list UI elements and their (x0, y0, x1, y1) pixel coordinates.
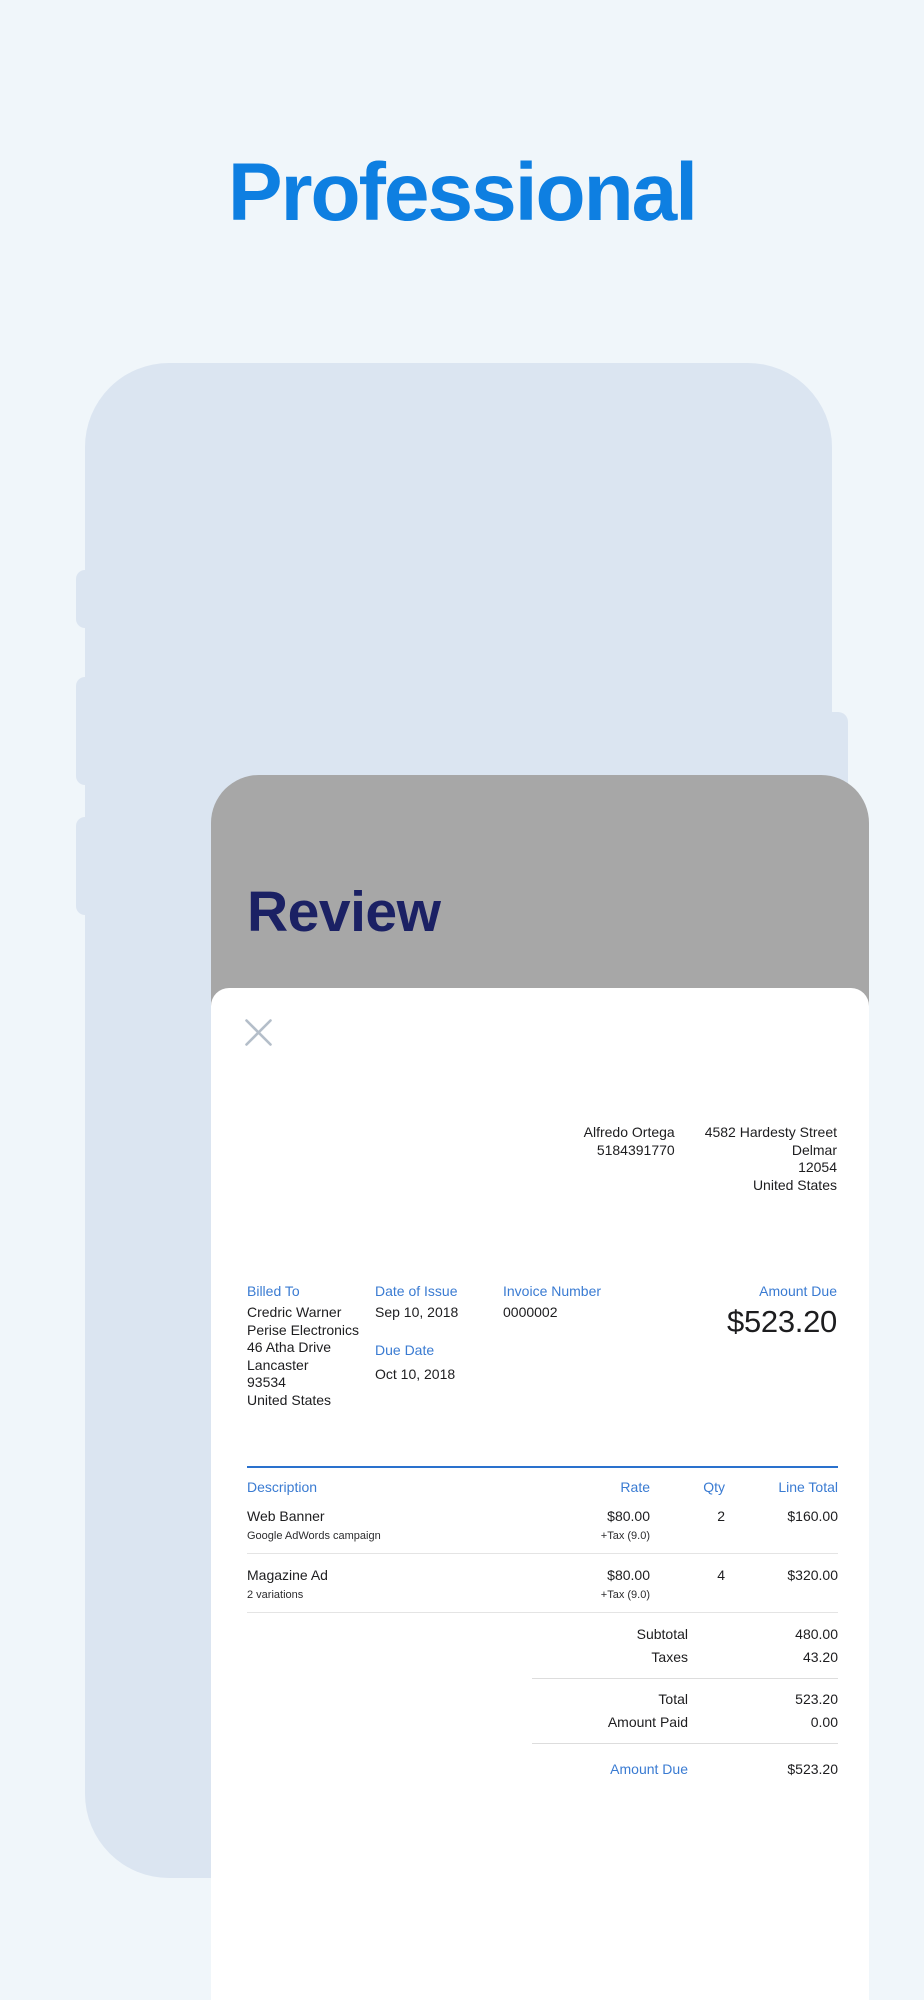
total-label: Total (658, 1691, 688, 1707)
totals-group-total (532, 1679, 838, 1744)
billed-to-line: 93534 (247, 1374, 286, 1390)
sender-address-line: 12054 (798, 1159, 837, 1175)
item-rate-cell (530, 1507, 650, 1543)
total-value: 523.20 (795, 1691, 838, 1707)
subtotal-row (532, 1623, 838, 1646)
sender-address-line: 4582 Hardesty Street (704, 1124, 837, 1140)
item-description: Web Banner (247, 1508, 325, 1524)
due-date-label: Due Date (375, 1341, 435, 1358)
sender-name: Alfredo Ortega (583, 1124, 675, 1140)
date-of-issue-value: Sep 10, 2018 (375, 1304, 459, 1320)
totals-section (532, 1623, 838, 1779)
subtotal-value: 480.00 (795, 1626, 838, 1642)
invoice-number-value: 0000002 (503, 1304, 558, 1320)
item-rate: $80.00 (607, 1567, 650, 1583)
table-header-qty: Qty (703, 1479, 725, 1495)
amount-due-value: $523.20 (727, 1304, 837, 1339)
review-screen-title: Review (247, 880, 441, 944)
sender-address-line: Delmar (791, 1141, 837, 1158)
invoice-table (247, 1466, 838, 1779)
amount-paid-label: Amount Paid (607, 1714, 688, 1730)
item-rate: $80.00 (607, 1508, 650, 1524)
amount-due-label: Amount Due (759, 1283, 837, 1299)
sender-address (705, 1124, 837, 1194)
invoice-number-label: Invoice Number (503, 1283, 602, 1299)
table-row (247, 1554, 838, 1613)
due-date-value: Oct 10, 2018 (375, 1365, 456, 1382)
item-description-detail: Google AdWords campaign (247, 1530, 381, 1542)
phone-mockup (85, 363, 838, 1878)
item-description-cell (247, 1507, 530, 1543)
billed-to-line: Perise Electronics (247, 1321, 360, 1338)
dates-block (375, 1282, 503, 1409)
date-of-issue-label: Date of Issue (375, 1283, 458, 1299)
item-rate-tax: +Tax (9.0) (600, 1530, 650, 1542)
item-line-total: $320.00 (787, 1567, 838, 1583)
item-rate-tax: +Tax (9.0) (600, 1589, 650, 1601)
invoice-info-row (247, 1282, 837, 1409)
item-line-total: $160.00 (787, 1508, 838, 1524)
sender-identity (584, 1124, 675, 1194)
taxes-value: 43.20 (802, 1649, 838, 1665)
item-description: Magazine Ad (247, 1567, 328, 1583)
billed-to-line: Lancaster (247, 1356, 309, 1373)
table-header-rate: Rate (620, 1479, 650, 1495)
item-description-detail: 2 variations (247, 1589, 304, 1601)
item-rate-cell (530, 1566, 650, 1602)
item-qty: 4 (717, 1567, 725, 1583)
total-row (532, 1688, 838, 1711)
billed-to-label: Billed To (247, 1283, 300, 1299)
amount-paid-row (532, 1711, 838, 1734)
amount-paid-value: 0.00 (810, 1714, 838, 1730)
amount-due-row (532, 1759, 838, 1779)
item-description-cell (247, 1566, 530, 1602)
close-icon[interactable] (244, 1018, 273, 1047)
table-header-row (247, 1479, 838, 1495)
item-qty: 2 (717, 1508, 725, 1524)
totals-group-subtotal (532, 1623, 838, 1679)
billed-to-line: 46 Atha Drive (247, 1339, 332, 1355)
page-title: Professional (227, 147, 697, 238)
taxes-label: Taxes (651, 1649, 688, 1665)
sender-address-line: United States (752, 1176, 837, 1193)
table-header-description: Description (247, 1479, 318, 1495)
phone-screen (211, 775, 869, 2000)
table-row (247, 1495, 838, 1554)
amount-due-block (727, 1282, 837, 1409)
sender-phone: 5184391770 (596, 1141, 675, 1158)
billed-to-line: United States (247, 1391, 332, 1408)
amount-due-total-label: Amount Due (610, 1761, 688, 1777)
table-header-line-total: Line Total (778, 1479, 838, 1495)
invoice-sheet (211, 988, 869, 2000)
subtotal-label: Subtotal (636, 1626, 688, 1642)
billed-to-block (247, 1282, 375, 1409)
billed-to-line: Credric Warner (247, 1304, 342, 1320)
invoice-number-block (503, 1282, 727, 1409)
sender-block (584, 1124, 837, 1194)
amount-due-total-value: $523.20 (787, 1761, 838, 1777)
taxes-row (532, 1646, 838, 1669)
